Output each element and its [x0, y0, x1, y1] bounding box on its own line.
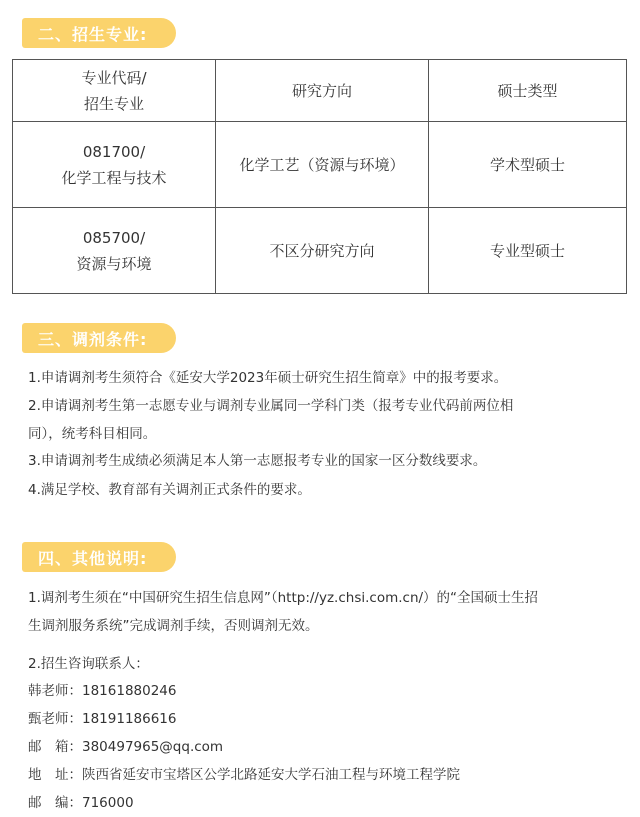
section-header-notes — [22, 542, 176, 572]
degree-type: 专业型硕士 — [489, 241, 565, 260]
condition-item-2-line2: 同），统考科目相同。 — [28, 426, 157, 442]
cell-type — [429, 208, 627, 294]
header-direction: 研究方向 — [291, 81, 352, 100]
header-cell-type — [429, 60, 627, 122]
section-title: 二、招生专业: — [38, 24, 148, 44]
major-name: 资源与环境 — [76, 254, 152, 273]
cell-direction — [216, 208, 429, 294]
condition-item-2-line1: 2.申请调剂考生第一志愿专业与调剂专业属同一学科门类（报考专业代码前两位相 — [28, 398, 514, 414]
degree-type: 学术型硕士 — [489, 155, 565, 174]
major-code: 085700/ — [82, 228, 146, 247]
condition-item-1: 1.申请调剂考生须符合《延安大学2023年硕士研究生招生简章》中的报考要求。 — [28, 370, 508, 386]
contact-address: 地 址：陕西省延安市宝塔区公学北路延安大学石油工程与环境工程学院 — [28, 767, 460, 783]
table-header-row — [13, 60, 627, 122]
cell-code — [13, 122, 216, 208]
cell-type — [429, 122, 627, 208]
condition-item-4: 4.满足学校、教育部有关调剂正式条件的要求。 — [28, 482, 311, 498]
research-direction: 不区分研究方向 — [269, 241, 375, 260]
majors-table — [12, 59, 627, 294]
section-header-majors — [22, 18, 176, 48]
condition-item-3: 3.申请调剂考生成绩必须满足本人第一志愿报考专业的国家一区分数线要求。 — [28, 453, 487, 469]
section-title: 四、其他说明: — [38, 548, 148, 568]
header-code-line2: 招生专业 — [83, 94, 144, 113]
table-row — [13, 208, 627, 294]
contact-zhen: 甄老师：18191186616 — [28, 711, 177, 727]
cell-direction — [216, 122, 429, 208]
note-1-line2: 生调剂服务系统”完成调剂手续，否则调剂无效。 — [28, 618, 319, 634]
cell-code — [13, 208, 216, 294]
header-code-line1: 专业代码/ — [81, 68, 147, 87]
section-header-conditions — [22, 323, 176, 353]
contact-han: 韩老师：18161880246 — [28, 683, 177, 699]
table-row — [13, 122, 627, 208]
contact-postcode: 邮 编：716000 — [28, 795, 134, 811]
contact-email: 邮 箱：380497965@qq.com — [28, 739, 224, 755]
major-code: 081700/ — [82, 142, 146, 161]
header-type: 硕士类型 — [497, 81, 558, 100]
header-cell-direction — [216, 60, 429, 122]
research-direction: 化学工艺（资源与环境） — [239, 155, 405, 174]
major-name: 化学工程与技术 — [61, 168, 167, 187]
note-2-title: 2.招生咨询联系人： — [28, 656, 149, 672]
note-1-line1: 1.调剂考生须在“中国研究生招生信息网”（http://yz.chsi.com.cn/）的“全国硕士生招 — [28, 590, 539, 606]
section-title: 三、调剂条件: — [38, 329, 148, 349]
header-cell-code — [13, 60, 216, 122]
